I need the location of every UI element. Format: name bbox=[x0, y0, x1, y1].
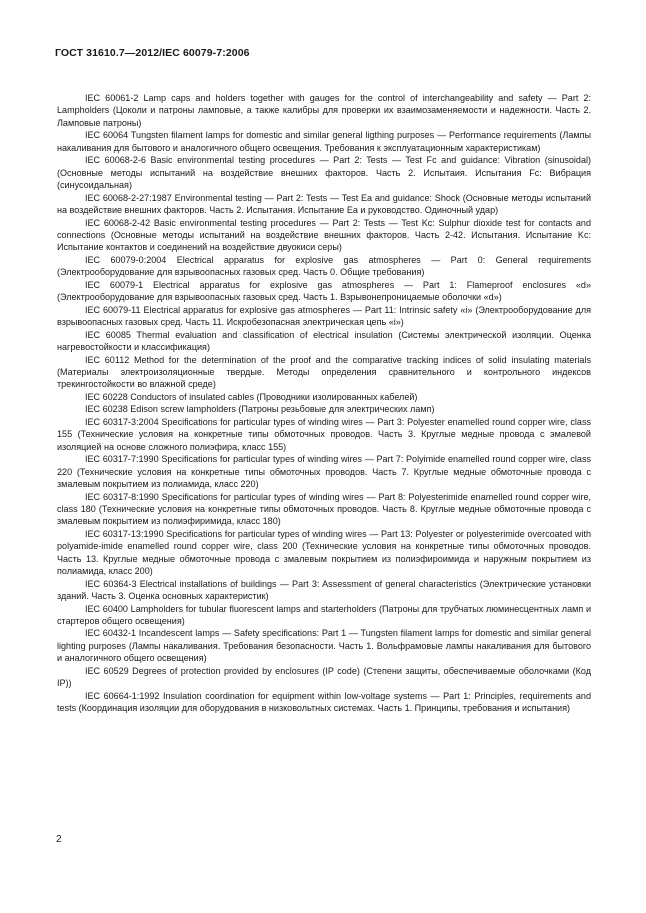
reference-entry: IEC 60068-2-6 Basic environmental testing procedures — Part 2: Tests — Test Fc and guidance: Vibration (sinusoidal) (Основные методы испытаний на воздействие внешних факторов. Часть 2. Испытаия. Испытания Fc: Вибрация (синусоидальная) bbox=[57, 155, 591, 191]
reference-entry: IEC 60400 Lampholders for tubular fluorescent lamps and starterholders (Патроны для трубчатых люминесцентных ламп и стартеров общего освещения) bbox=[57, 603, 591, 627]
page-number: 2 bbox=[56, 834, 62, 845]
reference-entry: IEC 60664-1:1992 Insulation coordination for equipment within low-voltage systems — Part 1: Principles, requirements and tests (Координация изоляции для оборудования в низковольтных системах. Часть 1. Принципы, требования и испытания) bbox=[57, 690, 591, 714]
reference-entry: IEC 60317-8:1990 Specifications for particular types of winding wires — Part 8: Polyesterimide enamelled round copper wire, class 180 (Технические условия на конкретные типы обмоточных проводов. Часть 8. Круглые медные обмоточные провода с змалевым покрытием из полиэфиримида, класс 180) bbox=[57, 491, 591, 527]
reference-entry: IEC 60079-0:2004 Electrical apparatus for explosive gas atmospheres — Part 0: General requirements (Электрооборудование для взрывоопасных газовых сред. Часть 0. Общие требования) bbox=[57, 254, 591, 278]
reference-entry: IEC 60079-1 Electrical apparatus for explosive gas atmospheres — Part 1: Flameproof enclosures «d» (Электрооборудование для взрывоопасных газовых сред. Часть 1. Взрывонепроницаемые оболочки «d») bbox=[57, 279, 591, 303]
reference-entry: IEC 60079-11 Electrical apparatus for explosive gas atmospheres — Part 11: Intrinsic safety «i» (Электрооборудование для взрывоопасных газовых сред. Часть 11. Искробезопасная электрическая цепь «i») bbox=[57, 304, 591, 328]
reference-entry: IEC 60529 Degrees of protection provided by enclosures (IP code) (Степени защиты, обеспечиваемые оболочками (Код IP)) bbox=[57, 665, 591, 689]
reference-entry: IEC 60364-3 Electrical installations of buildings — Part 3: Assessment of general characteristics (Электрические установки зданий. Часть 3. Оценка основных характеристик) bbox=[57, 578, 591, 602]
document-header: ГОСТ 31610.7—2012/IEC 60079-7:2006 bbox=[55, 47, 250, 59]
reference-entry: IEC 60238 Edison screw lampholders (Патроны резьбовые для электрических ламп) bbox=[85, 404, 435, 415]
reference-entry: IEC 60064 Tungsten filament lamps for domestic and similar general ligthing purposes — Performance requirements (Лампы накаливания для бытового и аналогичного общего освещения. Требования к эксплуатационным характеристикам) bbox=[57, 130, 591, 153]
reference-entry: IEC 60317-3:2004 Specifications for particular types of winding wires — Part 3: Polyester enamelled round copper wire, class 155 (Технические условия на конкретные типы обмоточных проводов. Часть 3. Круглые медные провода с эмалевой изоляцией на основе сложного полиэфира, класс 155) bbox=[57, 416, 591, 452]
reference-entry: IEC 60112 Method for the determination of the proof and the comparative tracking indices of solid insulating materials (Материалы электроизоляционные твердые. Методы определения сравнительного и контрольного индексов трекингостойкости во влажной среде) bbox=[57, 354, 591, 390]
reference-entry: IEC 60068-2-27:1987 Environmental testing — Part 2: Tests — Test Ea and guidance: Shock (Основные методы испытаний на воздействие внешних факторов. Часть 2. Испытания. Испытание Ea и руководство. Одиночный удар) bbox=[57, 192, 591, 216]
reference-entry: IEC 60432-1 Incandescent lamps — Safety specifications: Part 1 — Tungsten filament lamps for domestic and similar general lighting purposes (Лампы накаливания. Требования безопасности. Часть 1. Вольфрамовые лампы накаливания для бытового и аналогичного общего освещения) bbox=[57, 628, 591, 664]
reference-entry: IEC 60061-2 Lamp caps and holders together with gauges for the control of interchangeability and safety — Part 2: Lampholders (Цоколи и патроны ламповые, а также калибры для проверки их взаимозаменяемости и надежности. Часть 2. Ламповые патроны) bbox=[57, 93, 591, 128]
reference-entry: IEC 60317-7:1990 Specifications for particular types of winding wires — Part 7: Polyimide enamelled round copper wire, class 220 (Технические условия на конкретные типы обмоточных проводов. Часть 7. Круглые медные обмоточные провода с змалевым покрытием из полиамида, класс 220) bbox=[57, 454, 591, 490]
reference-entry: IEC 60068-2-42 Basic environmental testing procedures — Part 2: Tests — Test Kc: Sulphur dioxide test for contacts and connections (Основные методы испытаний на воздействие внешних факторов. Часть 2-42. Испытания. Испытание Kc: Испытание контактов и соединений на воздействие двуокиси серы) bbox=[57, 217, 591, 253]
reference-entry: IEC 60317-13:1990 Specifications for particular types of winding wires — Part 13: Polyester or polyesterimide overcoated with polyamide-imide enamelled round copper wire, class 200 (Технические условия на конкретные типы обмоточных проводов. Часть 13. Круглые медные обмоточные провода с змалевым покрытием из полиэфироимида и наружным покрытием из полиамида, класс 200) bbox=[57, 528, 591, 577]
reference-entry: IEC 60228 Conductors of insulated cables (Проводники изолированных кабелей) bbox=[85, 391, 418, 402]
reference-list bbox=[57, 92, 591, 715]
reference-entry: IEC 60085 Thermal evaluation and classification of electrical insulation (Системы электрической изоляции. Оценка нагревостойкости и классификация) bbox=[57, 329, 591, 353]
